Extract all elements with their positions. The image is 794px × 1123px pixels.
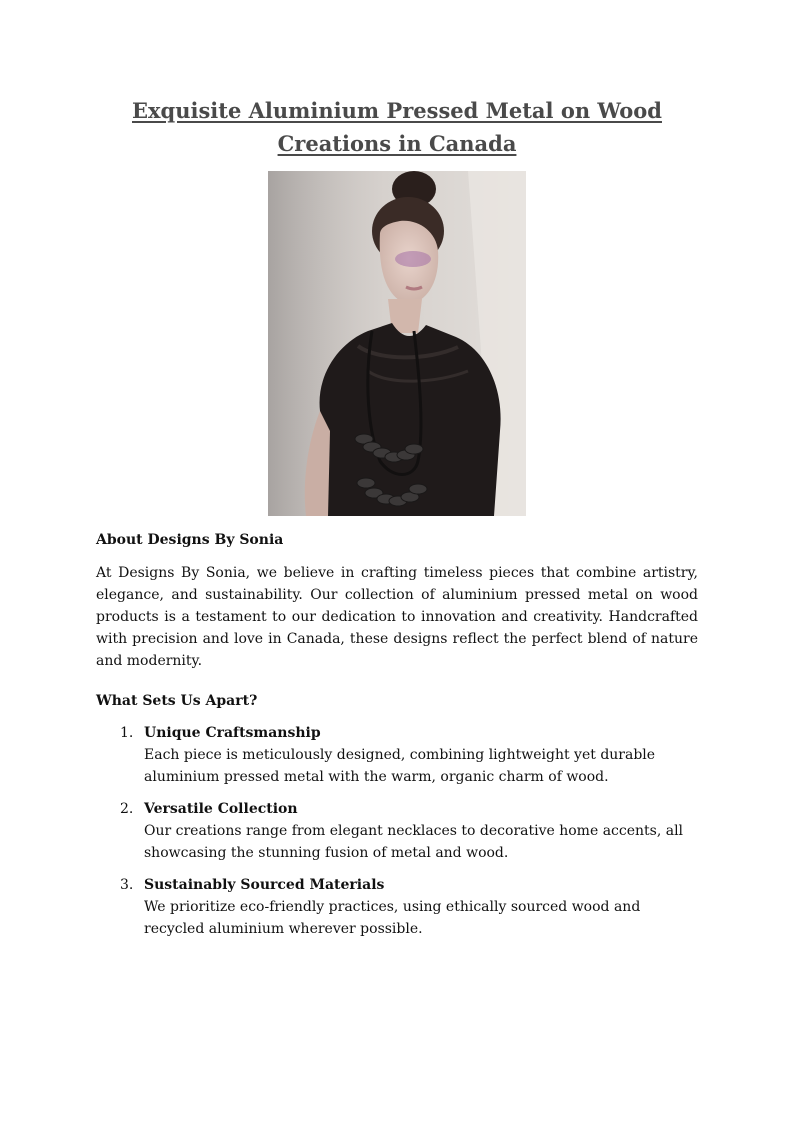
list-item-number: 2. bbox=[120, 801, 134, 817]
model-photo bbox=[268, 171, 526, 516]
list-item-number: 1. bbox=[120, 725, 134, 741]
page-title bbox=[96, 94, 698, 160]
list-item-number: 3. bbox=[120, 877, 134, 893]
model-photo-icon bbox=[268, 171, 526, 516]
list-item-title: Unique Craftsmanship bbox=[144, 725, 321, 741]
page-title-line-2: Creations in Canada bbox=[277, 131, 517, 156]
list-item-title: Sustainably Sourced Materials bbox=[144, 877, 385, 893]
list-item-description: We prioritize eco-friendly practices, using ethically sourced wood and recycled aluminium wherever possible. bbox=[144, 899, 641, 937]
what-sets-us-apart-heading: What Sets Us Apart? bbox=[96, 693, 258, 709]
list-item-title: Versatile Collection bbox=[144, 801, 298, 817]
page-title-line-1: Exquisite Aluminium Pressed Metal on Wood bbox=[132, 98, 662, 123]
about-heading: About Designs By Sonia bbox=[96, 532, 284, 548]
list-item-description: Our creations range from elegant necklaces to decorative home accents, all showcasing the stunning fusion of metal and wood. bbox=[144, 823, 684, 861]
about-paragraph: At Designs By Sonia, we believe in crafting timeless pieces that combine artistry, elegance, and sustainability. Our collection of aluminium pressed metal on wood products is a testament to our dedication to innovation and creativity. Handcrafted with precision and love in Canada, these designs reflect the perfect blend of nature and modernity. bbox=[96, 565, 698, 669]
list-item-description: Each piece is meticulously designed, combining lightweight yet durable aluminium pressed metal with the warm, organic charm of wood. bbox=[144, 747, 656, 785]
